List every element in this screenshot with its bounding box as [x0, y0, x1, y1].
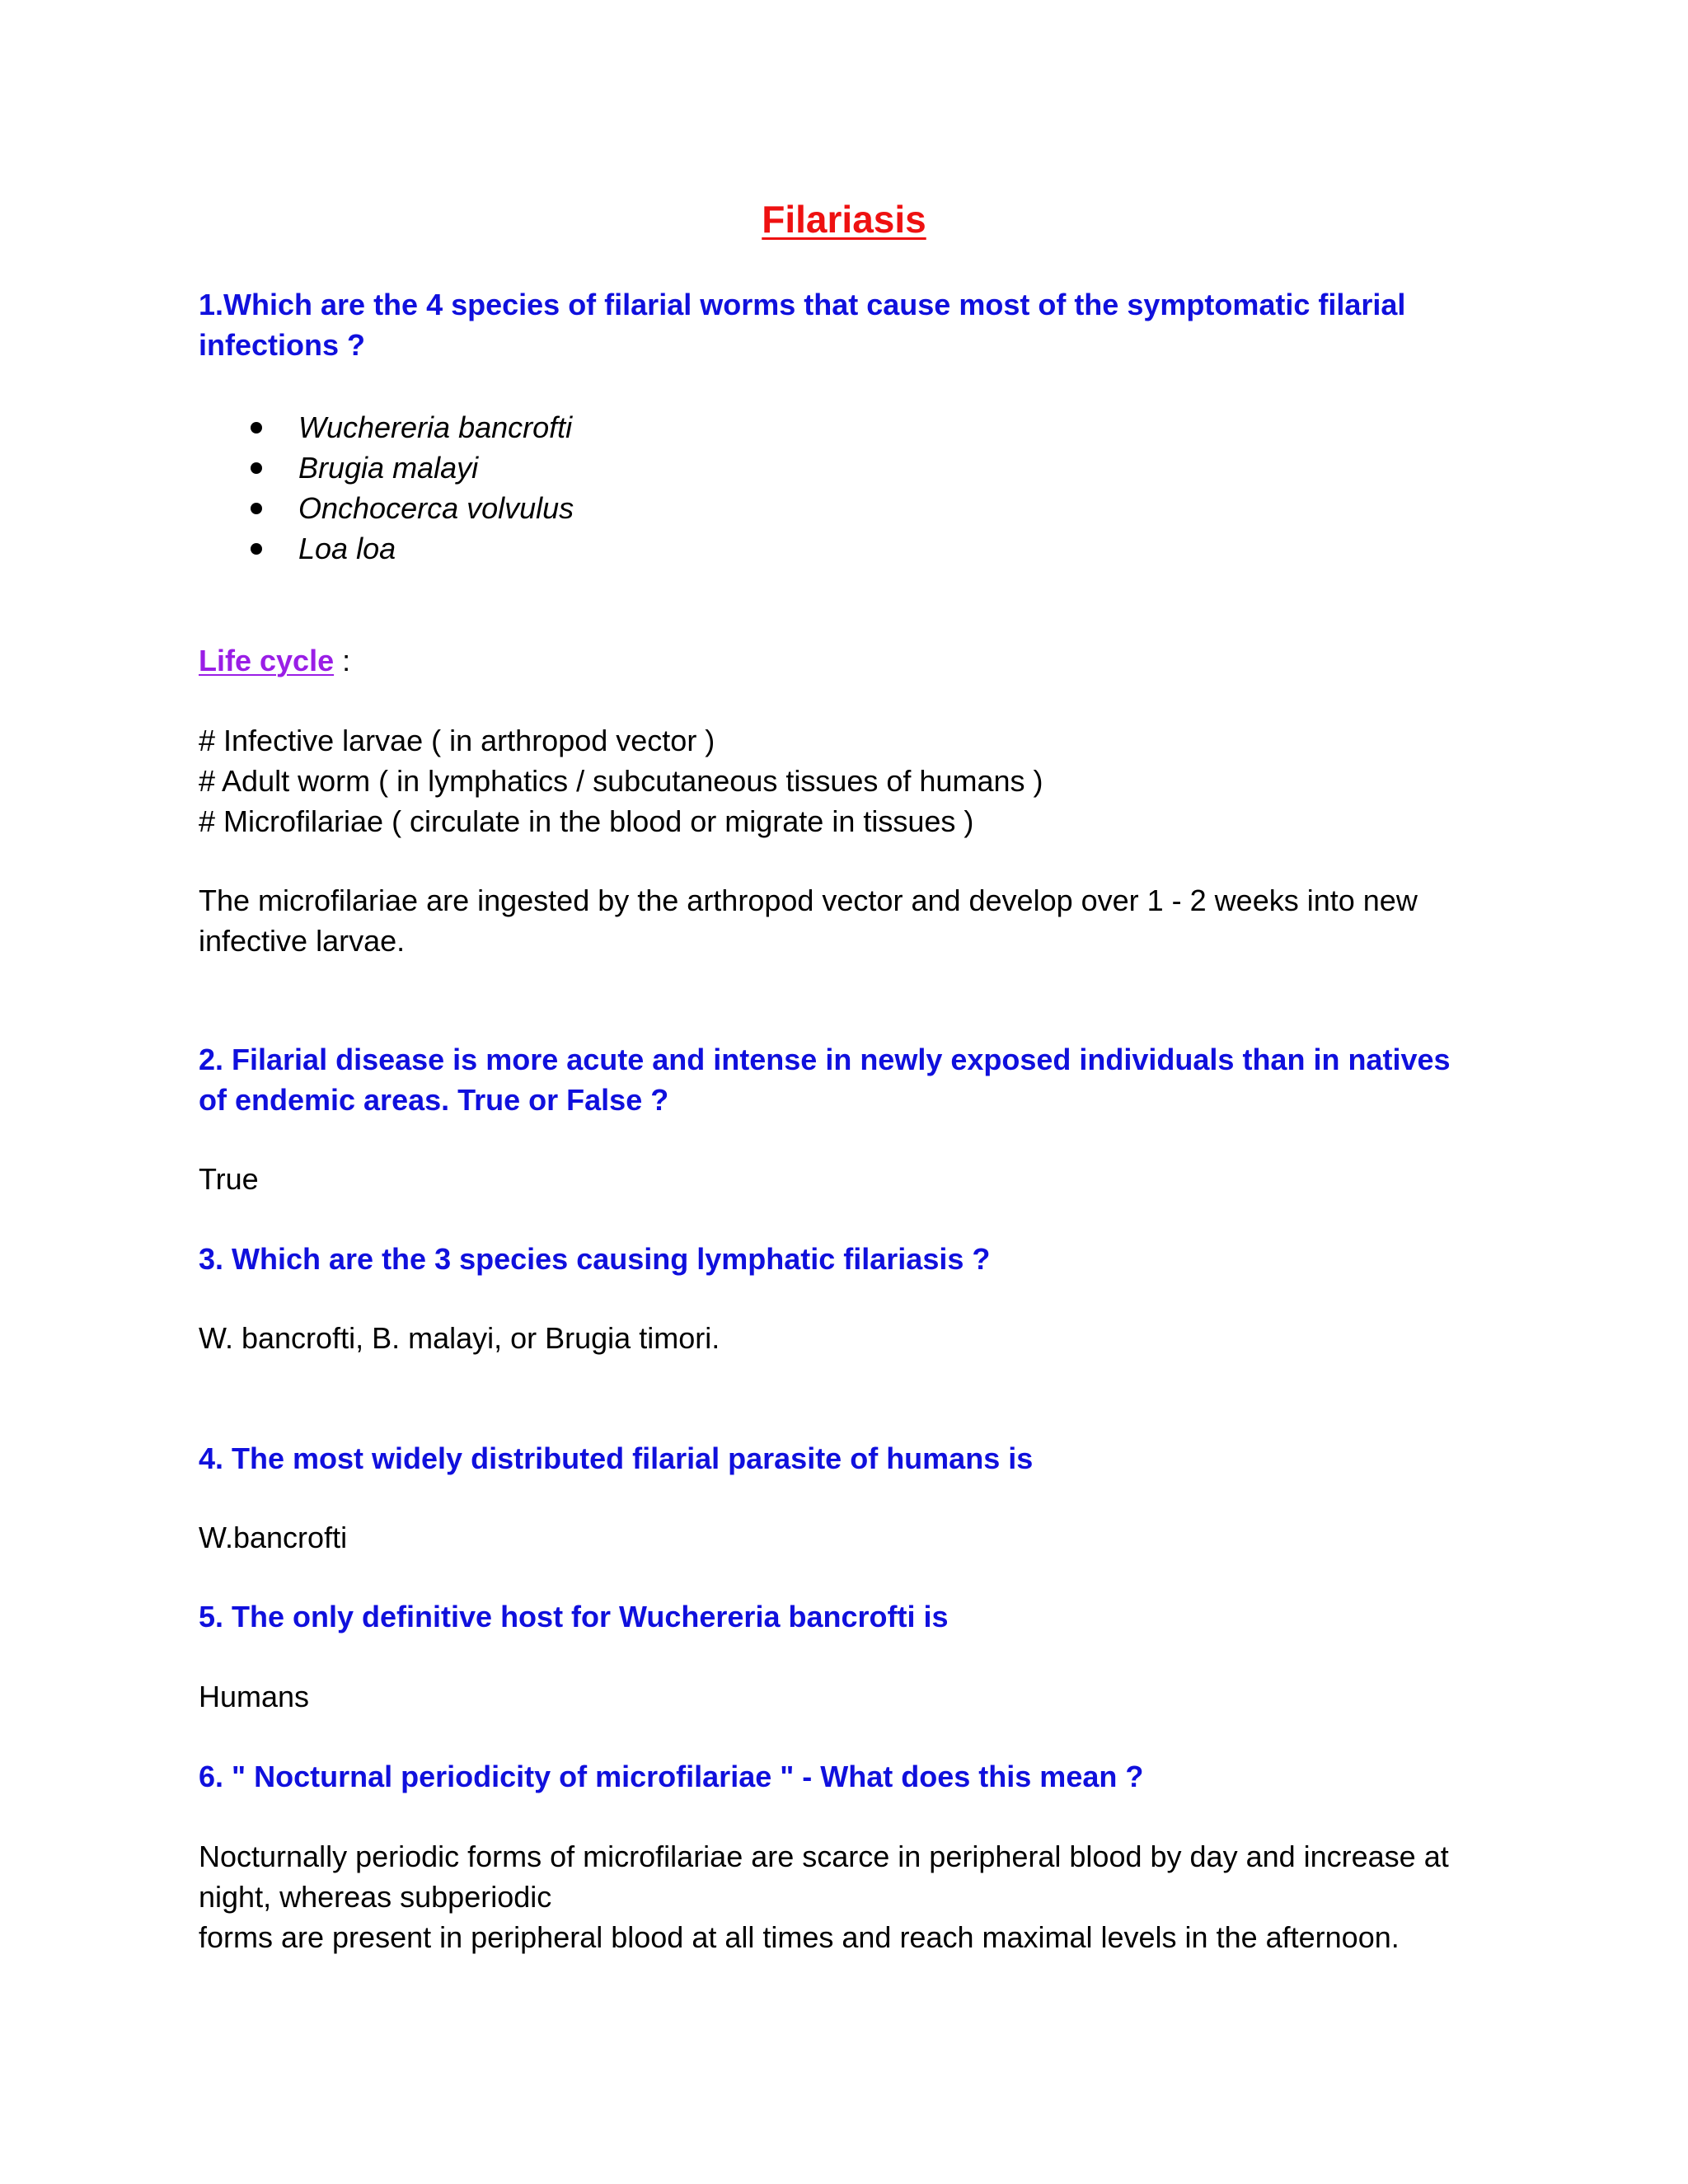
answer-6-line-1: Nocturnally periodic forms of microfilariae are scarce in peripheral blood by day and increase at: [199, 1840, 1449, 1873]
question-4: 4. The most widely distributed filarial parasite of humans is: [199, 1441, 1034, 1475]
life-cycle-note: [199, 880, 1517, 961]
life-cycle-stage: # Adult worm ( in lymphatics / subcutaneous tissues of humans ): [199, 764, 1043, 798]
page-title: Filariasis: [762, 198, 926, 241]
answer-4: W.bancrofti: [199, 1521, 348, 1554]
question-3: 3. Which are the 3 species causing lymphatic filariasis ?: [199, 1242, 991, 1276]
life-cycle-label: Life cycle: [199, 644, 335, 677]
life-cycle-note-line-1: The microfilariae are ingested by the arthropod vector and develop over 1 - 2 weeks into new: [199, 883, 1418, 917]
question-1-line-2: infections ?: [199, 328, 366, 362]
list-item: Wuchereria bancrofti: [247, 407, 574, 448]
bullet-icon: [251, 503, 262, 514]
life-cycle-heading: [199, 640, 1517, 681]
answer-6-line-3: forms are present in peripheral blood at all times and reach maximal levels in the afternoon.: [199, 1920, 1400, 1954]
life-cycle-stages: [199, 720, 1517, 841]
answer-2: True: [199, 1162, 259, 1196]
question-6: 6. " Nocturnal periodicity of microfilariae " - What does this mean ?: [199, 1760, 1144, 1793]
list-item: Brugia malayi: [247, 448, 574, 488]
list-item: Loa loa: [247, 528, 574, 569]
bullet-icon: [251, 462, 262, 474]
life-cycle-note-line-2: infective larvae.: [199, 924, 406, 958]
species-list: [247, 407, 574, 569]
answer-6-line-2: night, whereas subperiodic: [199, 1880, 552, 1914]
bullet-icon: [251, 543, 262, 555]
life-cycle-stage: # Infective larvae ( in arthropod vector ): [199, 724, 715, 757]
answer-6: [199, 1836, 1517, 1957]
list-item: Onchocerca volvulus: [247, 488, 574, 528]
question-1: [199, 284, 1517, 365]
answer-3: W. bancrofti, B. malayi, or Brugia timori.: [199, 1321, 720, 1355]
life-cycle-colon: :: [334, 644, 351, 677]
question-1-line-1: 1.Which are the 4 species of filarial worms that cause most of the symptomatic filarial: [199, 288, 1406, 321]
answer-5: Humans: [199, 1680, 310, 1713]
question-2-line-2: of endemic areas. True or False ?: [199, 1083, 669, 1117]
question-2: [199, 1039, 1517, 1120]
question-2-line-1: 2. Filarial disease is more acute and intense in newly exposed individuals than in natives: [199, 1043, 1451, 1076]
life-cycle-stage: # Microfilariae ( circulate in the blood or migrate in tissues ): [199, 804, 974, 838]
bullet-icon: [251, 422, 262, 434]
question-5: 5. The only definitive host for Wuchereria bancrofti is: [199, 1600, 949, 1633]
